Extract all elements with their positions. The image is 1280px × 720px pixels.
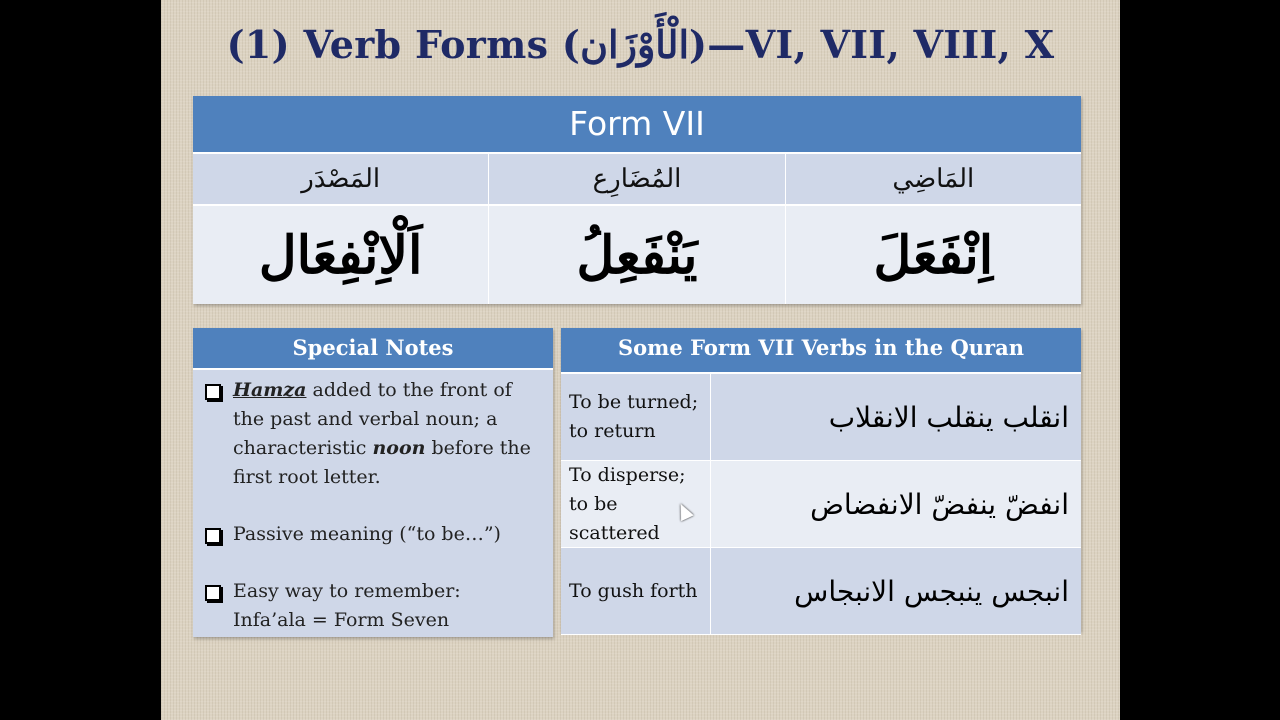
checkbox-bullet-icon (205, 384, 221, 400)
label-present: المُضَارِع (488, 154, 784, 206)
note-item (203, 376, 543, 492)
notes-header: Special Notes (193, 328, 553, 370)
note-text-2: before the first root letter. (233, 437, 531, 488)
title-arabic: الْأَوْزَان (580, 22, 690, 67)
quran-verbs-table (561, 328, 1081, 631)
verb-arabic: انبجس ينبجس الانبجاس (794, 574, 1069, 608)
form-vii-table (193, 96, 1081, 304)
verb-english: To be turned; to return (561, 374, 711, 460)
verb-row (561, 374, 1081, 461)
verbs-header: Some Form VII Verbs in the Quran (561, 328, 1081, 374)
form-patterns-row (193, 206, 1081, 304)
notes-list (193, 370, 553, 635)
slide (161, 0, 1120, 720)
label-masdar: المَصْدَر (193, 154, 488, 206)
slide-title (161, 22, 1120, 67)
note-passive: Passive meaning (“to be…”) (233, 523, 501, 545)
note-noon: noon (372, 437, 426, 459)
verb-arabic: انفضّ ينفضّ الانفضاض (810, 487, 1069, 521)
verb-row (561, 461, 1081, 548)
note-hamza: Hamza (233, 379, 307, 401)
form-labels-row (193, 154, 1081, 206)
title-suffix: )—VI, VII, VIII, X (689, 22, 1055, 67)
note-item (203, 577, 543, 635)
special-notes-panel (193, 328, 553, 637)
note-remember-2: Infa’ala = Form Seven (233, 609, 450, 631)
checkbox-bullet-icon (205, 528, 221, 544)
pattern-masdar: اَلْاِنْفِعَال (258, 224, 423, 286)
pattern-present: يَنْفَعِلُ (488, 206, 784, 304)
pattern-past: اِنْفَعَلَ (785, 206, 1081, 304)
note-text-1: added to the front of the past and verbal noun; a characteristic (233, 379, 512, 459)
verb-english: To gush forth (561, 548, 711, 634)
title-prefix: (1) Verb Forms ( (226, 22, 581, 67)
checkbox-bullet-icon (205, 585, 221, 601)
note-remember-1: Easy way to remember: (233, 580, 461, 602)
label-past: المَاضِي (785, 154, 1081, 206)
form-table-header: Form VII (193, 96, 1081, 154)
verb-row (561, 548, 1081, 635)
note-item (203, 520, 543, 549)
verb-arabic: انقلب ينقلب الانقلاب (828, 400, 1069, 434)
verb-english: To disperse; to be scattered (561, 461, 711, 547)
